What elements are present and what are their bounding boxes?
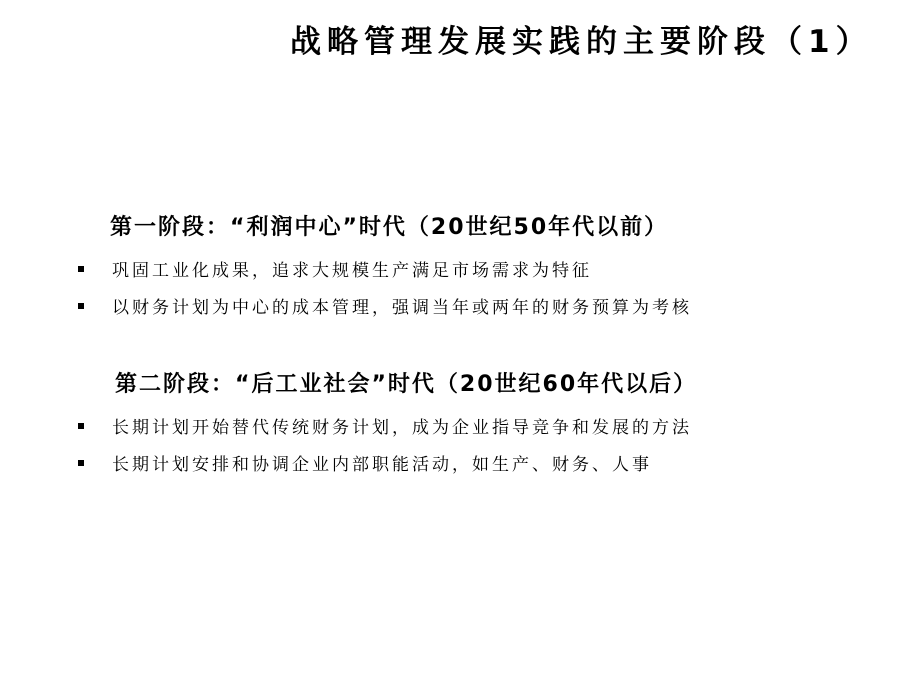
bullet-item	[78, 293, 692, 318]
bullet-text: 以财务计划为中心的成本管理，强调当年或两年的财务预算为考核	[112, 298, 692, 318]
square-bullet-icon	[78, 266, 84, 272]
section-heading-stage-1: 第一阶段：“利润中心”时代（20世纪50年代以前）	[110, 215, 669, 240]
section-heading-stage-2: 第二阶段：“后工业社会”时代（20世纪60年代以后）	[115, 372, 698, 397]
bullet-text: 巩固工业化成果，追求大规模生产满足市场需求为特征	[112, 261, 592, 281]
square-bullet-icon	[78, 303, 84, 309]
bullet-text: 长期计划安排和协调企业内部职能活动，如生产、财务、人事	[112, 455, 652, 475]
square-bullet-icon	[78, 423, 84, 429]
square-bullet-icon	[78, 460, 84, 466]
bullet-item	[78, 413, 692, 438]
bullet-item	[78, 256, 592, 281]
bullet-text: 长期计划开始替代传统财务计划，成为企业指导竞争和发展的方法	[112, 418, 692, 438]
bullet-item	[78, 450, 652, 475]
slide-title: 战略管理发展实践的主要阶段（1）	[290, 24, 873, 60]
